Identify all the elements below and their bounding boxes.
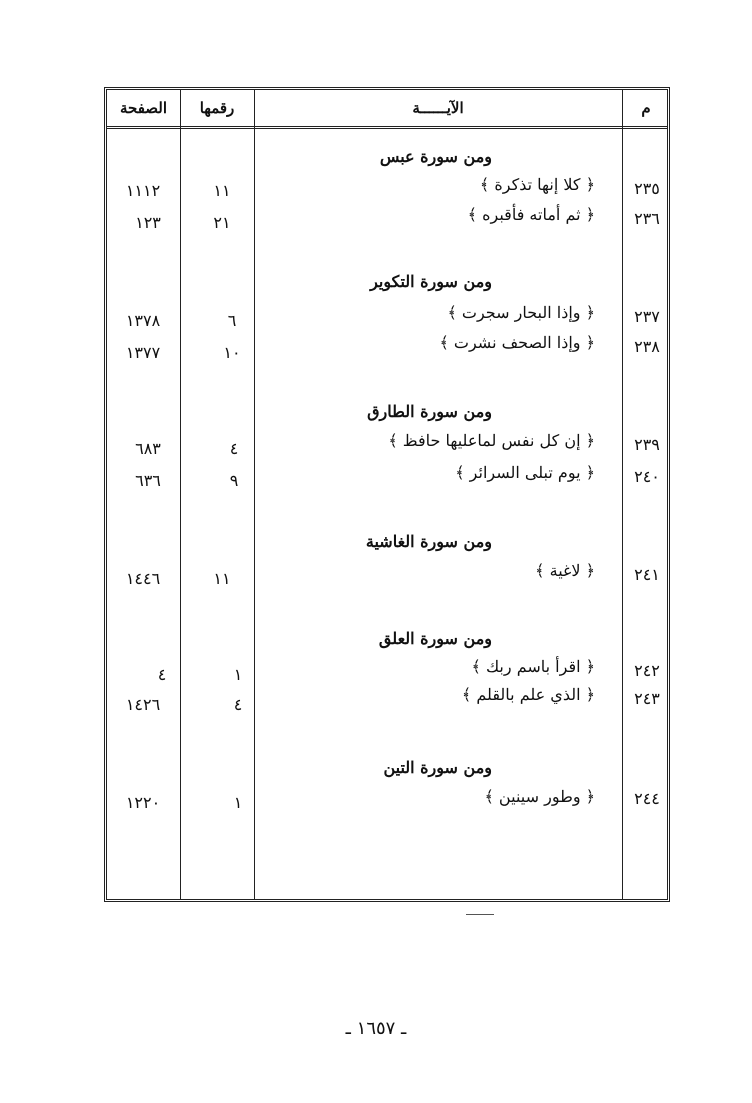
serial-cell: ٢٣٩ (634, 435, 660, 454)
verse-cell: ﴿ وإذا الصحف نشرت ﴾ (439, 333, 595, 352)
surah-title: ومن سورة التين (383, 758, 492, 777)
verse-number-cell: ١٠ (223, 343, 241, 362)
verse-number-cell: ٤ (233, 695, 243, 714)
verse-number-cell: ١١ (213, 569, 231, 588)
serial-cell: ٢٤٠ (634, 467, 660, 486)
column-divider (254, 90, 255, 899)
table-header (107, 90, 667, 129)
surah-title: ومن سورة الغاشية (365, 532, 492, 551)
page-cell: ٦٣٦ (135, 471, 161, 490)
header-serial: م (641, 99, 651, 117)
page-cell: ١٢٣ (135, 213, 161, 232)
header-verse-number: رقمها (199, 99, 235, 117)
surah-title: ومن سورة عبس (379, 147, 492, 166)
serial-cell: ٢٤١ (634, 565, 660, 584)
serial-cell: ٢٣٥ (634, 179, 660, 198)
surah-title: ومن سورة الطارق (367, 402, 492, 421)
page-cell: ١٤٢٦ (125, 695, 161, 714)
verse-cell: ﴿ وإذا البحار سجرت ﴾ (447, 303, 595, 322)
index-table (104, 87, 670, 902)
verse-cell: ﴿ كلا إنها تذكرة ﴾ (479, 175, 595, 194)
page-cell: ١١١٢ (125, 181, 161, 200)
serial-cell: ٢٣٨ (634, 337, 660, 356)
verse-number-cell: ١ (233, 665, 243, 684)
verse-cell: ﴿ وطور سينين ﴾ (484, 787, 595, 806)
page-cell: ١٣٧٨ (125, 311, 161, 330)
header-page: الصفحة (119, 99, 168, 117)
verse-cell: ﴿ يوم تبلى السرائر ﴾ (455, 463, 595, 482)
page-cell: ٤ (157, 665, 167, 684)
verse-cell: ﴿ لاغية ﴾ (535, 561, 595, 580)
page-cell: ٦٨٣ (135, 439, 161, 458)
verse-number-cell: ٢١ (213, 213, 231, 232)
serial-cell: ٢٣٧ (634, 307, 660, 326)
serial-cell: ٢٣٦ (634, 209, 660, 228)
header-verse: الآيــــــة (412, 99, 464, 117)
page-number: ـ ١٦٥٧ ـ (345, 1018, 407, 1039)
verse-number-cell: ٤ (229, 439, 239, 458)
page-cell: ١٣٧٧ (125, 343, 161, 362)
column-divider (622, 90, 623, 899)
verse-cell: ﴿ ثم أماته فأقبره ﴾ (467, 205, 595, 224)
verse-cell: ﴿ الذي علم بالقلم ﴾ (461, 685, 595, 704)
column-divider (180, 90, 181, 899)
serial-cell: ٢٤٣ (634, 689, 660, 708)
surah-title: ومن سورة العلق (378, 629, 492, 648)
page-cell: ١٢٢٠ (125, 793, 161, 812)
verse-number-cell: ٩ (229, 471, 239, 490)
surah-title: ومن سورة التكوير (370, 272, 492, 291)
scan-mark (466, 914, 494, 915)
serial-cell: ٢٤٢ (634, 661, 660, 680)
verse-cell: ﴿ اقرأ باسم ربك ﴾ (471, 657, 595, 676)
verse-number-cell: ٦ (227, 311, 237, 330)
verse-cell: ﴿ إن كل نفس لماعليها حافظ ﴾ (388, 431, 595, 450)
verse-number-cell: ١١ (213, 181, 231, 200)
serial-cell: ٢٤٤ (634, 789, 660, 808)
page-cell: ١٤٤٦ (125, 569, 161, 588)
verse-number-cell: ١ (233, 793, 243, 812)
